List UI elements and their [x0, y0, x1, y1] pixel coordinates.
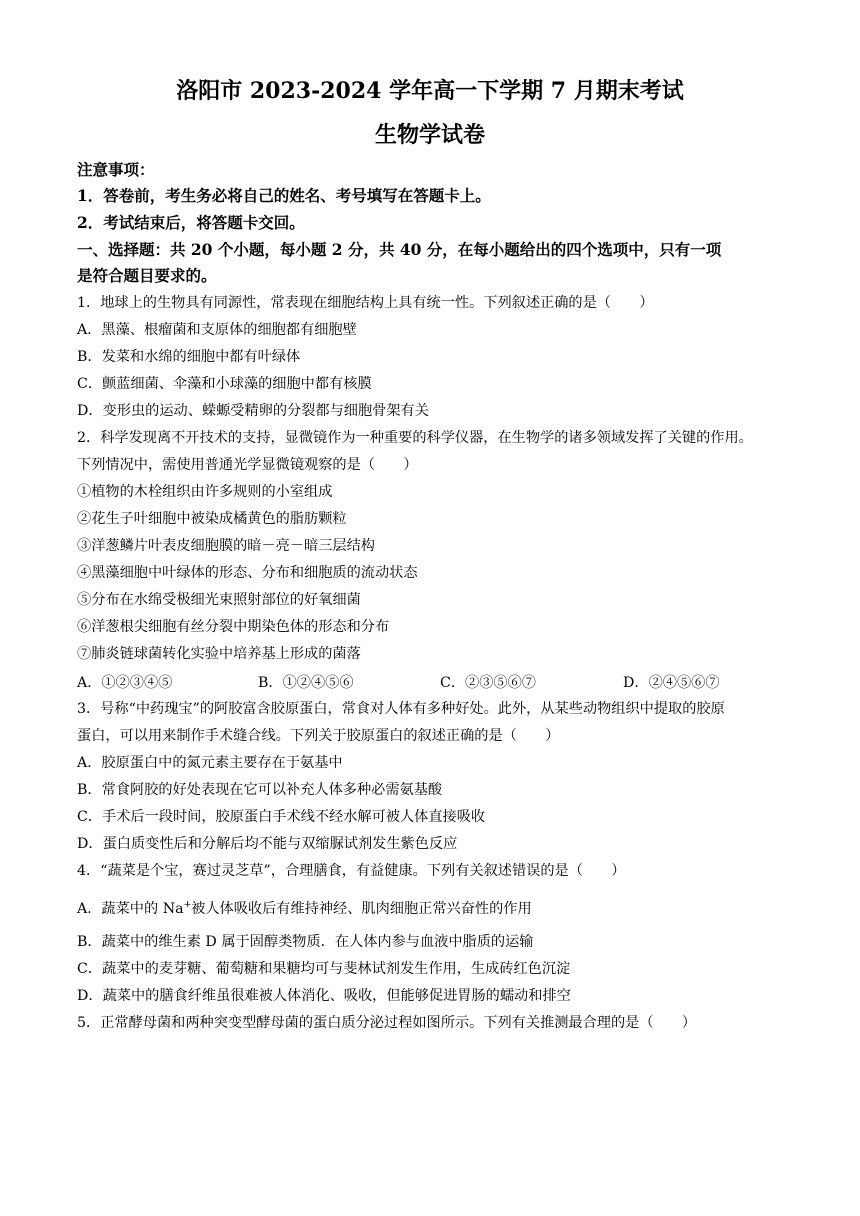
question-5-stem: 5．正常酵母菌和两种突变型酵母菌的蛋白质分泌过程如图所示。下列有关推测最合理的是（ ） — [77, 1015, 697, 1031]
question-2-item: ⑥洋葱根尖细胞有丝分裂中期染色体的形态和分布 — [77, 619, 390, 635]
question-4-option-a — [77, 899, 797, 919]
question-3-option-c: C．手术后一段时间，胶原蛋白手术线不经水解可被人体直接吸收 — [77, 809, 486, 825]
question-2-option-c: C．②③⑤⑥⑦ — [440, 675, 536, 691]
question-2-item: ⑤分布在水绵受极细光束照射部位的好氧细菌 — [77, 592, 361, 608]
question-2-stem-cont: 下列情况中，需使用普通光学显微镜观察的是（ ） — [77, 457, 418, 473]
question-2-item: ①植物的木栓组织由许多规则的小室组成 — [77, 484, 333, 500]
question-4-option-d: D．蔬菜中的膳食纤维虽很难被人体消化、吸收，但能够促进胃肠的蠕动和排空 — [77, 988, 571, 1004]
section-heading: 一、选择题：共 20 个小题，每小题 2 分，共 40 分，在每小题给出的四个选项中，只有一项 — [77, 240, 722, 259]
question-2-item: ⑦肺炎链球菌转化实验中培养基上形成的菌落 — [77, 646, 361, 662]
question-1-option-d: D．变形虫的运动、蝾螈受精卵的分裂都与细胞骨架有关 — [77, 403, 429, 419]
notice-item: 2．考试结束后，将答题卡交回。 — [77, 213, 305, 232]
question-2-option-b: B．①②④⑤⑥ — [258, 675, 354, 691]
option-a-suffix: 被人体吸收后有维持神经、肌肉细胞正常兴奋性的作用 — [191, 901, 532, 917]
question-1-option-c: C．颤蓝细菌、伞藻和小球藻的细胞中都有核膜 — [77, 376, 372, 392]
question-1-option-a: A．黑藻、根瘤菌和支原体的细胞都有细胞壁 — [77, 322, 357, 338]
question-3-stem-cont: 蛋白，可以用来制作手术缝合线。下列关于胶原蛋白的叙述正确的是（ ） — [77, 728, 560, 744]
question-1-stem: 1．地球上的生物具有同源性，常表现在细胞结构上具有统一性。下列叙述正确的是（ ） — [77, 295, 654, 311]
section-heading-cont: 是符合题目要求的。 — [77, 266, 217, 285]
question-4-option-c: C．蔬菜中的麦芽糖、葡萄糖和果糖均可与斐林试剂发生作用，生成砖红色沉淀 — [77, 961, 571, 977]
question-2-item: ②花生子叶细胞中被染成橘黄色的脂肪颗粒 — [77, 511, 347, 527]
question-2-stem: 2．科学发现离不开技术的支持，显微镜作为一种重要的科学仪器，在生物学的诸多领域发挥了关键的作用。 — [77, 430, 753, 446]
option-a-prefix: A．蔬菜中的 Na — [77, 901, 184, 917]
question-2-item: ④黑藻细胞中叶绿体的形态、分布和细胞质的流动状态 — [77, 565, 418, 581]
sodium-charge: + — [183, 900, 192, 910]
question-3-option-d: D．蛋白质变性后和分解后均不能与双缩脲试剂发生紫色反应 — [77, 836, 458, 852]
question-3-stem: 3．号称“中药瑰宝”的阿胶富含胶原蛋白，常食对人体有多种好处。此外，从某些动物组织中提取的胶原 — [77, 701, 725, 717]
question-4-option-b: B．蔬菜中的维生素 D 属于固醇类物质．在人体内参与血液中脂质的运输 — [77, 934, 534, 950]
exam-title: 洛阳市 2023-2024 学年高一下学期 7 月期末考试 — [176, 78, 684, 104]
notice-heading: 注意事项： — [77, 160, 155, 179]
question-3-option-a: A．胶原蛋白中的氮元素主要存在于氨基中 — [77, 755, 343, 771]
exam-subtitle: 生物学试卷 — [374, 122, 485, 148]
question-1-option-b: B．发菜和水绵的细胞中都有叶绿体 — [77, 349, 301, 365]
question-2-option-a: A．①②③④⑤ — [77, 675, 173, 691]
question-3-option-b: B．常食阿胶的好处表现在它可以补充人体多种必需氨基酸 — [77, 782, 443, 798]
question-2-option-d: D．②④⑤⑥⑦ — [623, 675, 720, 691]
notice-item: 1．答卷前，考生务必将自己的姓名、考号填写在答题卡上。 — [77, 186, 491, 205]
question-4-stem: 4．“蔬菜是个宝，赛过灵芝草”，合理膳食，有益健康。下列有关叙述错误的是（ ） — [77, 863, 626, 879]
question-2-item: ③洋葱鳞片叶表皮细胞膜的暗－亮－暗三层结构 — [77, 538, 375, 554]
